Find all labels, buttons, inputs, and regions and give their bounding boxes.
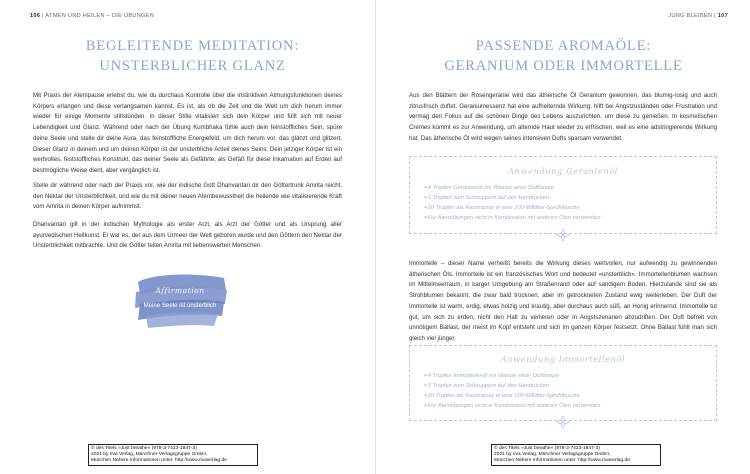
- right-running-head: [668, 13, 728, 19]
- right-page-number: 107: [717, 13, 728, 19]
- flower-ornament-icon: [556, 415, 570, 429]
- affirmation-text: Meine Seele ist unsterblich: [143, 302, 217, 309]
- list-item: ◆ Für Atemübungen nicht in Kombination mit anderen Ölen verwenden: [424, 401, 706, 411]
- immortelle-box-title: Anwendung Immortellenöl: [500, 354, 626, 364]
- right-copyright-line-1: © des Titels »Just breathe« (978-3-7423-1847-3): [494, 446, 600, 451]
- left-title-line-2: UNSTERBLICHER GLANZ: [99, 58, 286, 74]
- list-item: ◆ 3 Tropfen zum Schnuppern auf den Handrücken: [424, 381, 706, 391]
- left-copyright-notice: [88, 444, 258, 466]
- right-running-head-text: JUNG BLEIBEN |: [668, 13, 716, 19]
- left-section-title: [30, 36, 355, 76]
- immortelle-usage-list: [424, 371, 706, 411]
- immortelle-usage-box: [409, 345, 717, 421]
- list-item: ◆ 4 Tropfen Immortellenöl ins Wasser einer Duftlampe: [424, 371, 706, 381]
- right-section-title: [401, 36, 726, 76]
- affirmation-box: [132, 268, 228, 330]
- geranium-box-title: Anwendung Geranienöl: [508, 166, 618, 176]
- geranium-usage-box: [409, 156, 717, 234]
- list-item: ◆ 1 Tropfen zum Schnuppern auf den Handrücken: [424, 193, 706, 203]
- left-running-head: [30, 13, 154, 19]
- left-copyright-line-2: 2021 by riva Verlag, Münchner Verlagsgruppe GmbH,: [91, 452, 208, 458]
- right-title-line-1: PASSENDE AROMAÖLE:: [475, 38, 652, 54]
- left-paragraph-2: Stelle dir während oder nach der Praxis vor, wie der indische Gott Dhanvantari dir den Göttertrunk Amrita reicht, den Nektar der Unsterblichkeit, und wie du mit deiner neuen Atembewusstheit die heilende wie vitalisierende Kraft vom Amrita in deinen Körper aufnimmst.: [33, 182, 342, 211]
- left-copyright-line-3: München Nähere Informationen unter: http://www.rivaverlag.de: [91, 458, 227, 464]
- affirmation-title: Affirmation: [155, 286, 205, 295]
- left-paragraph-3: Dhanvantari gilt in der indischen Mythologie als erster Arzt, als Arzt der Götter und als Ursprung aller ayurvedischen Heilkunst. Er war es, der aus dem Urmeer der Welt geboren wurde und den Göttern den Nektar der Unsterblichkeit mitbrachte. Und die Götter teilen Amrita mit liebenswerten Menschen.: [33, 221, 342, 250]
- right-page: [375, 0, 750, 474]
- list-item: ◆ 10 Tropfen als Raumspray in eine 100-Milliliter-Sprühflasche: [424, 203, 706, 213]
- right-title-line-2: GERANIUM ODER IMMORTELLE: [444, 58, 683, 74]
- flower-ornament-icon: [556, 228, 570, 242]
- right-copyright-notice: [491, 444, 661, 466]
- left-running-head-text: | ATMEN UND HEILEN – DIE ÜBUNGEN: [42, 13, 155, 19]
- list-item: ◆ 4 Tropfen Geraniumöl ins Wasser einer Duftlampe: [424, 183, 706, 193]
- right-intro-paragraph: Aus den Blättern der Rosengeranie wird das ätherische Öl Geranium gewonnen, das blumig-rosig und auch zitrusfrisch duftet. Geraniumessenz hat eine aufheiternde Wirkung, hilft bei Angstzuständen oder Frustration und vermag den Fokus auf die schönen Dinge des Lebens auszurichten, um diese zu genießen. In kosmetischen Cremes kommt es zur Anwendung, um alternde Haut wieder zu erfrischen, weil es eine adstringierende Wirkung hat. Das ätherische Öl wird wegen seines intensiven Dufts sparsam verwendet.: [409, 92, 717, 142]
- list-item: ◆ 20 Tropfen als Raumspray in eine 100-Milliliter-Sprühflasche: [424, 391, 706, 401]
- left-page-number: 106: [30, 13, 41, 19]
- right-immortelle-paragraph: Immortelle – dieser Name verheißt bereits die Wirkung dieses wertvollen, nur aufwendig zu gewinnenden ätherischen Öls. Immortelle ist ein französisches Wort und bedeutet »unsterblich«. Immortellenblumen wachsen im Mittelmeerraum, in karger Umgebung am Straßenrand oder auf sandigem Boden. Hierzulande sind sie als Strohblumen bekannt, die zwar bald trocknen, aber im getrockneten Zustand ewig weiterleben. Der Duft der Immortelle ist warm, erdig, etwas holzig und krautig, aber durchaus auch süß, an Honig erinnernd. Immortelle tut gut, um sich zu erden, nicht den Halt zu verlieren oder in Angstszenarien abzudriften. Der Duft befreit von unnötigem Ballast, der meist im Kopf entsteht und sich im ganzen Körper festsetzt. Ohne Ballast fühlt man sich gleich viel jünger.: [409, 260, 717, 342]
- list-item: ◆ Für Atemübungen nicht in Kombination mit anderen Ölen verwenden: [424, 213, 706, 223]
- geranium-usage-list: [424, 183, 706, 223]
- right-copyright-line-2: 2021 by riva Verlag, Münchner Verlagsgruppe GmbH,: [494, 452, 611, 458]
- left-paragraph-1: Mit Praxis der Atempause erlebst du, wie du durchaus Kontrolle über die instinktiven Atmungsfunktionen deines Körpers erlangen und diese verlangsamen kannst. Es ist, als ob die Zeit und die Welt um dich herum immer wieder für einige Momente stillstünden. In dieser Stille vitalisiert sich dein Körper und füllt sich mit neuer Lebendigkeit und Glanz. Während oder nach der Übung Kumbhaka fühle auch dein feinstoffliches Sein, spüre deine Seele und stelle dir deine Aura, das feinstoffliche Energiefeld, um dich herum vor, das glänzt und glitzert. Dieser Glanz in deinem und um deinen Körper ist der unsterbliche Anteil deines Seins. Dein jetziger Körper ist ein wertvolles, feststoffliches Konstrukt, das deiner Seele als Gefährte, als Gefäß für diese Inkarnation auf Erden auf bestmögliche Weise dient, aber vergänglich ist.: [33, 92, 342, 174]
- right-copyright-line-3: München Nähere Informationen unter: http://www.rivaverlag.de: [494, 458, 630, 464]
- left-copyright-line-1: © des Titels »Just breathe« (978-3-7423-1847-3): [91, 446, 197, 451]
- brush-stroke-icon: [132, 268, 228, 330]
- left-title-line-1: BEGLEITENDE MEDITATION:: [85, 38, 300, 54]
